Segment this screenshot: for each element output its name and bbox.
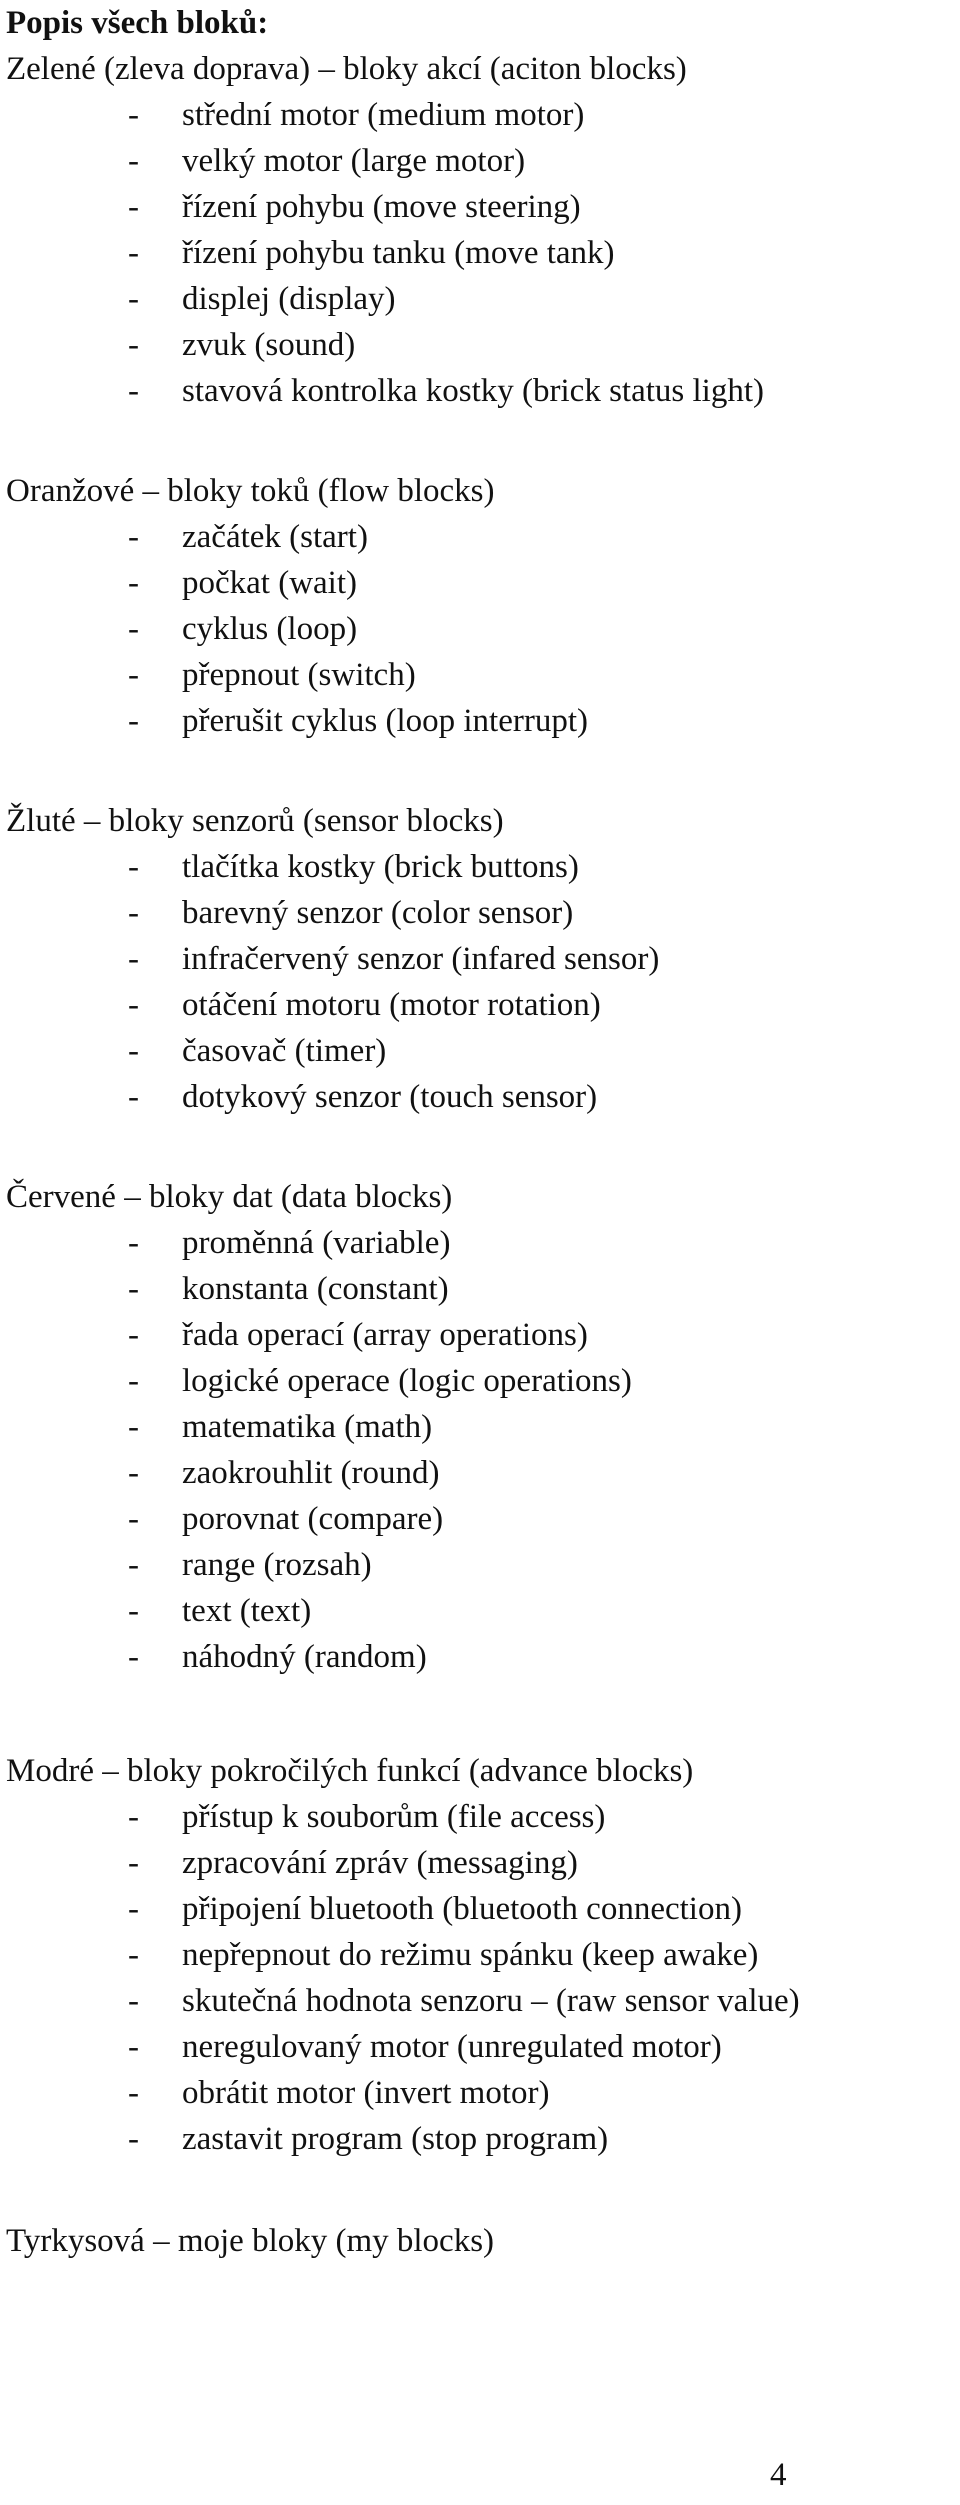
list-dash: - [128, 519, 139, 555]
list-item: - přepnout (switch) [128, 652, 416, 698]
section-heading-turquoise: Tyrkysová – moje bloky (my blocks) [6, 2223, 495, 2259]
list-item: - řízení pohybu (move steering) [128, 184, 581, 230]
list-dash: - [128, 849, 139, 885]
list-item: - dotykový senzor (touch sensor) [128, 1074, 597, 1120]
list-item: - skutečná hodnota senzoru – (raw sensor value) [128, 1978, 800, 2024]
list-item: - proměnná (variable) [128, 1220, 450, 1266]
list-item: - otáčení motoru (motor rotation) [128, 982, 601, 1028]
list-dash: - [128, 235, 139, 271]
list-item: - range (rozsah) [128, 1542, 372, 1588]
document-title: Popis všech bloků: [6, 5, 269, 41]
list-dash: - [128, 97, 139, 133]
list-dash: - [128, 987, 139, 1023]
list-item: - nepřepnout do režimu spánku (keep awake) [128, 1932, 758, 1978]
list-item: - řízení pohybu tanku (move tank) [128, 230, 615, 276]
list-item: - stavová kontrolka kostky (brick status light) [128, 368, 764, 414]
list-item: - zpracování zpráv (messaging) [128, 1840, 578, 1886]
list-dash: - [128, 2075, 139, 2111]
list-dash: - [128, 1639, 139, 1675]
list-dash: - [128, 1317, 139, 1353]
list-dash: - [128, 941, 139, 977]
list-dash: - [128, 2029, 139, 2065]
list-dash: - [128, 1799, 139, 1835]
list-dash: - [128, 143, 139, 179]
list-item: - displej (display) [128, 276, 396, 322]
list-dash: - [128, 1079, 139, 1115]
list-item: - barevný senzor (color sensor) [128, 890, 573, 936]
list-item: - infračervený senzor (infared sensor) [128, 936, 659, 982]
list-item: - porovnat (compare) [128, 1496, 443, 1542]
list-item: - velký motor (large motor) [128, 138, 525, 184]
list-dash: - [128, 1363, 139, 1399]
list-dash: - [128, 281, 139, 317]
list-item: - střední motor (medium motor) [128, 92, 584, 138]
list-item: - matematika (math) [128, 1404, 432, 1450]
list-item: - text (text) [128, 1588, 311, 1634]
section-heading-orange: Oranžové – bloky toků (flow blocks) [6, 473, 495, 509]
list-dash: - [128, 373, 139, 409]
list-item: - časovač (timer) [128, 1028, 386, 1074]
list-item: - neregulovaný motor (unregulated motor) [128, 2024, 722, 2070]
list-item: - zaokrouhlit (round) [128, 1450, 440, 1496]
list-item: - logické operace (logic operations) [128, 1358, 632, 1404]
list-item: - přerušit cyklus (loop interrupt) [128, 698, 588, 744]
list-dash: - [128, 1271, 139, 1307]
section-heading-green: Zelené (zleva doprava) – bloky akcí (aciton blocks) [6, 51, 687, 87]
list-dash: - [128, 1225, 139, 1261]
list-item: - řada operací (array operations) [128, 1312, 588, 1358]
list-dash: - [128, 895, 139, 931]
list-dash: - [128, 1547, 139, 1583]
section-heading-red: Červené – bloky dat (data blocks) [6, 1179, 453, 1215]
list-dash: - [128, 1455, 139, 1491]
list-item: - přístup k souborům (file access) [128, 1794, 605, 1840]
list-item: - obrátit motor (invert motor) [128, 2070, 550, 2116]
list-dash: - [128, 565, 139, 601]
list-dash: - [128, 189, 139, 225]
list-dash: - [128, 2121, 139, 2157]
list-dash: - [128, 327, 139, 363]
list-dash: - [128, 1845, 139, 1881]
list-dash: - [128, 1409, 139, 1445]
list-item: - cyklus (loop) [128, 606, 357, 652]
list-dash: - [128, 611, 139, 647]
list-item: - počkat (wait) [128, 560, 357, 606]
list-item: - připojení bluetooth (bluetooth connection) [128, 1886, 742, 1932]
section-heading-yellow: Žluté – bloky senzorů (sensor blocks) [6, 803, 504, 839]
section-heading-blue: Modré – bloky pokročilých funkcí (advance blocks) [6, 1753, 694, 1789]
list-item: - tlačítka kostky (brick buttons) [128, 844, 579, 890]
list-dash: - [128, 657, 139, 693]
list-dash: - [128, 1937, 139, 1973]
list-dash: - [128, 1891, 139, 1927]
list-item: - konstanta (constant) [128, 1266, 449, 1312]
list-item: - zastavit program (stop program) [128, 2116, 608, 2162]
list-dash: - [128, 1033, 139, 1069]
list-dash: - [128, 1501, 139, 1537]
page-number: 4 [770, 2457, 787, 2493]
list-item: - zvuk (sound) [128, 322, 355, 368]
list-item: - náhodný (random) [128, 1634, 427, 1680]
list-dash: - [128, 1593, 139, 1629]
list-item: - začátek (start) [128, 514, 368, 560]
list-dash: - [128, 1983, 139, 2019]
list-dash: - [128, 703, 139, 739]
